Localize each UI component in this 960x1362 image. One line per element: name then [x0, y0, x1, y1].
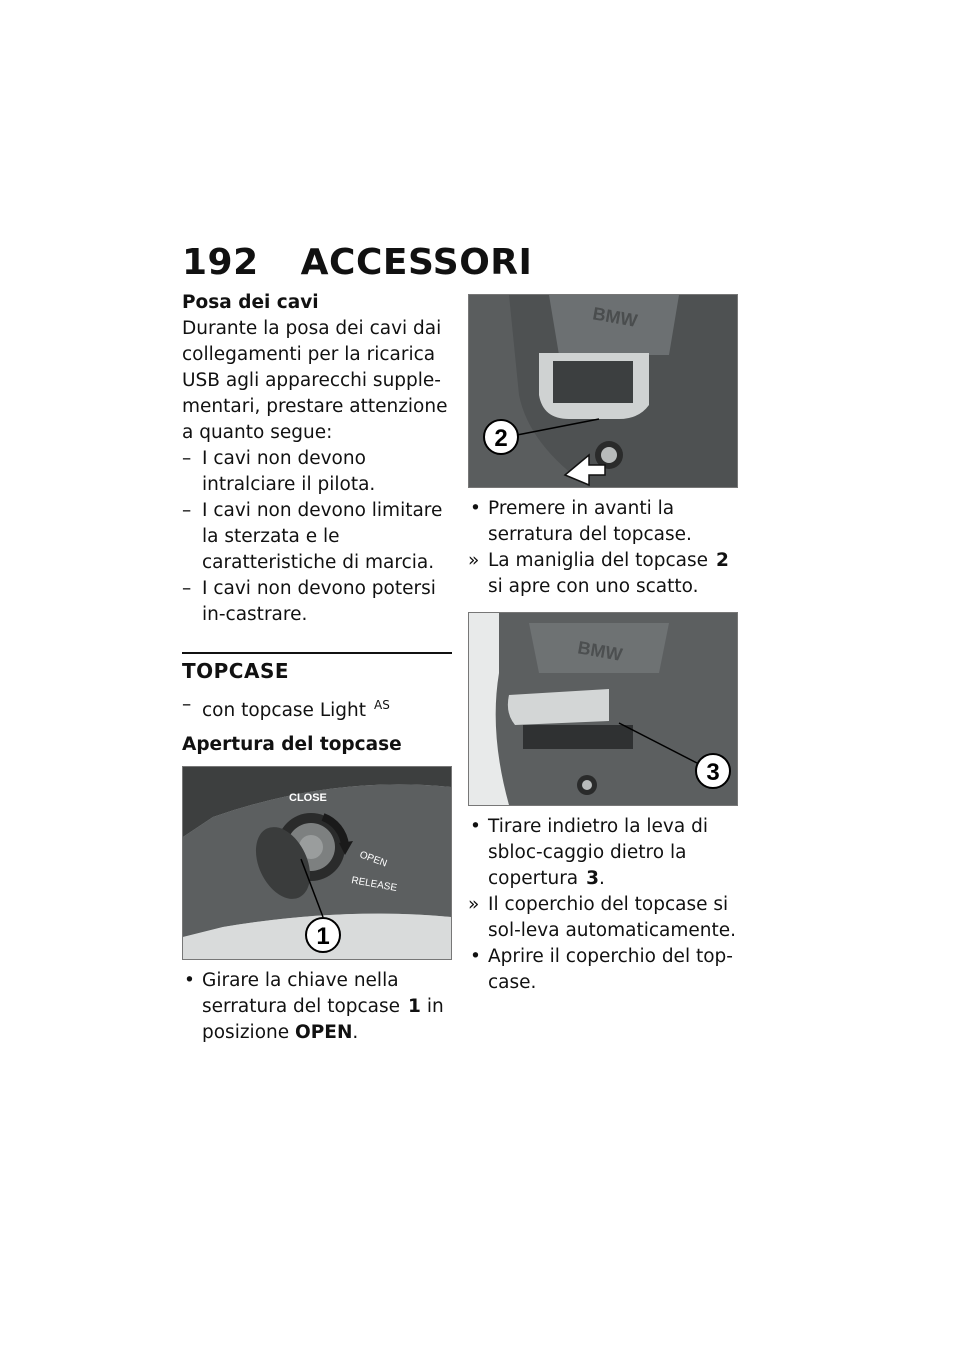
- right-column: [468, 294, 738, 996]
- photo-release-lever: [468, 612, 738, 806]
- step-pull-lever: • Tirare indietro la leva di sbloc-caggio dietro la copertura 3.: [468, 814, 738, 892]
- bmw-brand: BMW: [576, 637, 624, 665]
- callout-1: 1: [316, 923, 330, 951]
- page-number: 192: [182, 242, 259, 283]
- cable-rule-item: – I cavi non devono intralciare il pilota.: [182, 446, 452, 498]
- cable-rule-item: – I cavi non devono potersi in-castrare.: [182, 576, 452, 628]
- step-press-lock: • Premere in avanti la serratura del topcase.: [468, 496, 738, 548]
- step-turn-key: • Girare la chiave nella serratura del topcase 1 in posizione OPEN.: [182, 968, 452, 1046]
- callout-2: 2: [494, 425, 508, 452]
- cable-routing-intro: Durante la posa dei cavi dai collegamenti per la ricarica USB agli apparecchi supple-mentari, prestare attenzione a quanto segue:: [182, 318, 448, 443]
- step-open-lid: • Aprire il coperchio del top-case.: [468, 944, 738, 996]
- result-lid-lifts: » Il coperchio del topcase si sol-leva automaticamente.: [468, 892, 738, 944]
- result-handle-opens: » La maniglia del topcase 2 si apre con uno scatto.: [468, 548, 738, 600]
- section-divider: [182, 652, 452, 686]
- requirement-text: con topcase Light: [202, 700, 366, 722]
- open-topcase-title: Apertura del topcase: [182, 734, 402, 756]
- photo-key-lock: [182, 766, 452, 960]
- open-label: OPEN: [357, 849, 389, 870]
- requirement-note: [182, 692, 452, 724]
- cable-rule-item: – I cavi non devono limitare la sterzata e le caratteristiche di marcia.: [182, 498, 452, 576]
- optional-accessory-marker: AS: [374, 698, 390, 712]
- close-label: CLOSE: [289, 792, 327, 805]
- page-header: [182, 240, 532, 286]
- open-position: OPEN: [295, 1022, 353, 1044]
- chapter-title: ACCESSORI: [300, 242, 533, 283]
- ref-3: 3: [586, 868, 600, 889]
- left-column: [182, 290, 452, 1046]
- callout-3: 3: [706, 759, 720, 786]
- section-title: TOPCASE: [182, 659, 290, 683]
- bmw-brand: BMW: [591, 303, 639, 331]
- cable-routing-title: Posa dei cavi: [182, 292, 319, 313]
- ref-1: 1: [408, 996, 421, 1018]
- ref-2: 2: [715, 550, 729, 571]
- release-label: RELEASE: [350, 875, 398, 895]
- photo-lock-push: [468, 294, 738, 488]
